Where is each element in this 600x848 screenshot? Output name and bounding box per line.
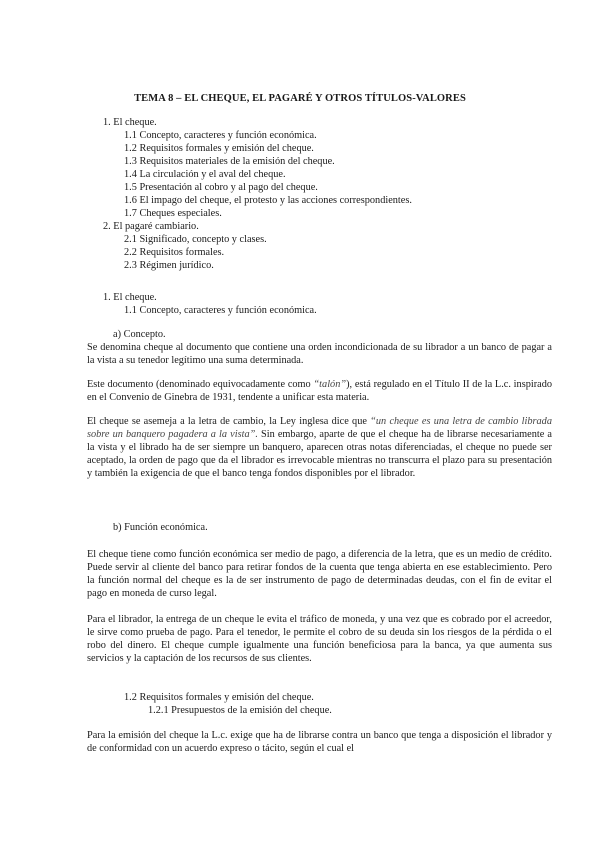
paragraph-asemeja: El cheque se asemeja a la letra de cambio, la Ley inglesa dice que “un cheque es una letra de cambio librada sobre un banquero pagadera a la vista”. Sin embargo, aparte de que el cheque ha de librarse necesariamente a la vista y el librado ha de ser siempre un banquero, aparecen otras notas diferenciadas, el cheque no puede ser aceptado, la orden de pago que da el librador es irrevocable mientras no transcurra el plazo para su presentación y también la exigencia de que el banco tenga fondos disponibles por el librador. [87,416,553,479]
toc-item: 1.3 Requisitos materiales de la emisión del cheque. [124,156,335,167]
concepto-heading: a) Concepto. [113,329,166,340]
funcion-heading: b) Función económica. [113,522,208,533]
toc-item: 1.4 La circulación y el aval del cheque. [124,169,286,180]
toc-section-1: 1. El cheque. [103,117,157,128]
toc-item: 2.2 Requisitos formales. [124,247,225,258]
toc-item: 1.7 Cheques especiales. [124,208,222,219]
paragraph-beneficios: Para el librador, la entrega de un cheque le evita el tráfico de moneda, y una vez que es cobrado por el acreedor, le sirve como prueba de pago. Para el tenedor, le permite el cobro de su deuda sin los riesgos de la pérdida o el robo del dinero. El cheque cumple igualmente una función beneficiosa para la banca, ya que aumenta sus servicios y la captación de los recursos de sus clientes. [87,614,552,664]
document-title: TEMA 8 – EL CHEQUE, EL PAGARÉ Y OTROS TÍTULOS-VALORES [134,93,466,104]
subsection-heading: 1.1 Concepto, caracteres y función económica. [124,305,317,316]
toc-section-2: 2. El pagaré cambiario. [103,221,199,232]
toc-item: 2.1 Significado, concepto y clases. [124,234,267,245]
talon-quote: “talón” [313,379,347,390]
toc-item: 1.5 Presentación al cobro y al pago del cheque. [124,182,318,193]
ley-inglesa-quote: “un cheque es una letra de cambio librada sobre un banquero pagadera a la vista”. [87,416,552,440]
subsubsection-heading: 1.2.1 Presupuestos de la emisión del cheque. [148,705,332,716]
toc-item: 1.1 Concepto, caracteres y función económica. [124,130,317,141]
paragraph-funcion: El cheque tiene como función económica ser medio de pago, a diferencia de la letra, que es un medio de crédito. Puede servir al cliente del banco para retirar fondos de la cuenta que tenga abierta en ese establecimiento. Pero la función normal del cheque es la de ser instrumento de pago de determinadas deudas, con el fin de evitar el pago en moneda de curso legal. [87,549,552,599]
subsection-heading: 1.2 Requisitos formales y emisión del cheque. [124,692,314,703]
toc-item: 1.2 Requisitos formales y emisión del cheque. [124,143,314,154]
paragraph-regulacion: Este documento (denominado equivocadamente como “talón”), está regulado en el Título II de la L.c. inspirado en el Convenio de Ginebra de 1931, tendente a unificar esta materia. [87,379,553,403]
paragraph-definicion: Se denomina cheque al documento que contiene una orden incondicionada de su librador a un banco de pagar a la vista a su tenedor legítimo una suma determinada. [87,342,552,366]
paragraph-emision: Para la emisión del cheque la L.c. exige que ha de librarse contra un banco que tenga a disposición el librador y de conformidad con un acuerdo expreso o tácito, según el cual el [87,730,552,754]
section-heading: 1. El cheque. [103,292,157,303]
toc-item: 2.3 Régimen jurídico. [124,260,214,271]
toc-item: 1.6 El impago del cheque, el protesto y las acciones correspondientes. [124,195,412,206]
